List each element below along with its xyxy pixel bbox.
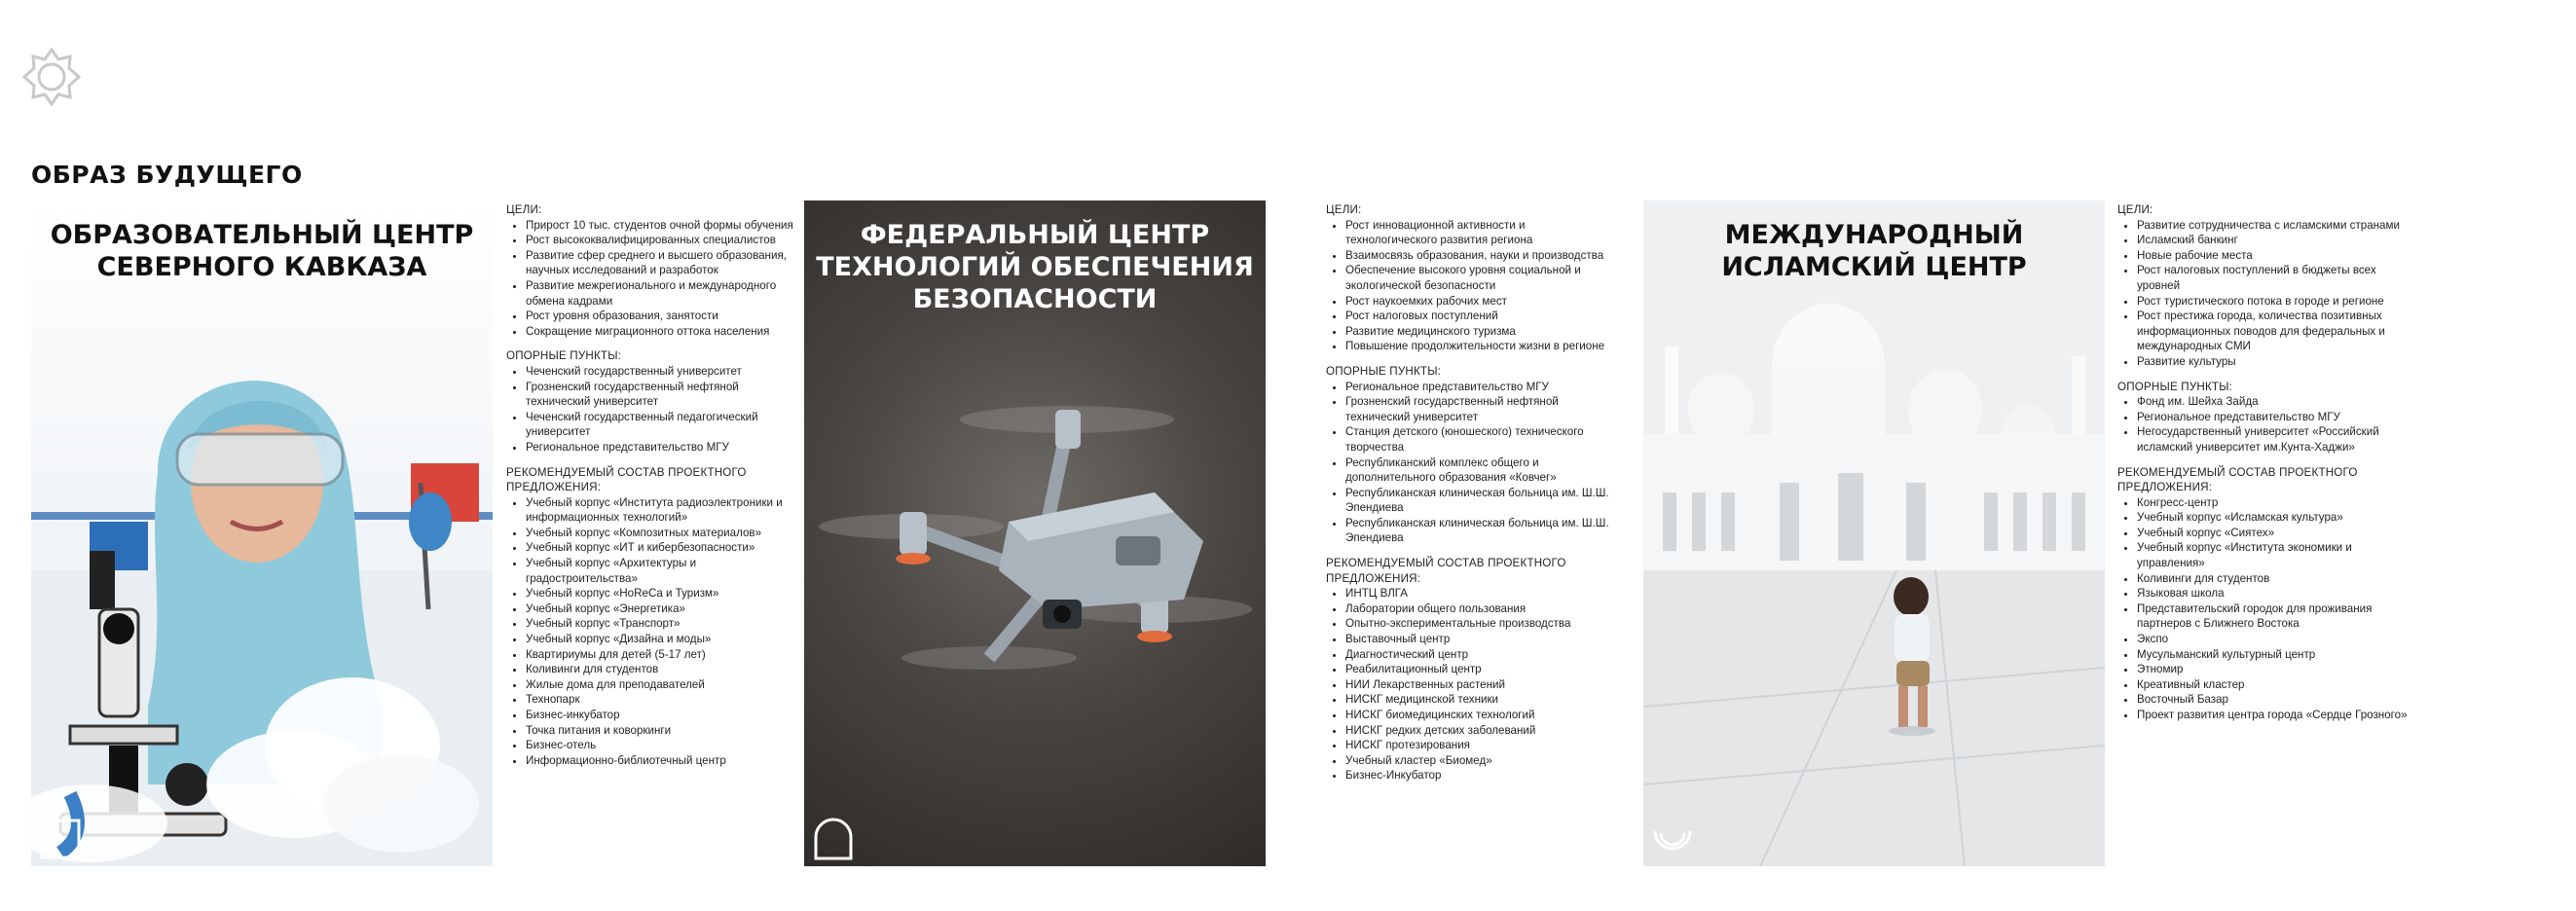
list-item: • Прирост 10 тыс. студентов очной формы обучения: [526, 218, 796, 234]
text-column-security: [1326, 202, 1618, 793]
list-item: • Станция детского (юношеского) технического творчества: [1345, 424, 1618, 455]
list-item: • Учебный корпус «Института радиоэлектроники и информационных технологий»: [526, 495, 796, 526]
list-item: • Обеспечение высокого уровня социальной и экологической безопасности: [1345, 263, 1618, 293]
list-item: • Региональное представительство МГУ: [2137, 410, 2410, 425]
anchors-list: [2117, 394, 2410, 455]
list-item: • Рост уровня образования, занятости: [526, 309, 796, 324]
recommended-list: [506, 495, 796, 769]
anchors-list: [506, 364, 796, 456]
list-item: • Точка питания и коворкинги: [526, 723, 796, 739]
text-column-education: [506, 202, 796, 778]
list-item: • Региональное представительство МГУ: [1345, 380, 1618, 395]
list-item: • Региональное представительство МГУ: [526, 440, 796, 456]
list-item: • Учебный корпус «Исламская культура»: [2137, 510, 2410, 526]
anchors-heading: ОПОРНЫЕ ПУНКТЫ:: [1326, 364, 1442, 378]
goals-heading: ЦЕЛИ:: [1326, 203, 1362, 216]
square-frame-icon: [39, 818, 82, 860]
list-item: • Учебный корпус «Сиятех»: [2137, 526, 2410, 541]
text-column-islamic: [2117, 202, 2410, 733]
list-item: • Бизнес-инкубатор: [526, 708, 796, 723]
list-item: • Коливинги для студентов: [2137, 571, 2410, 587]
list-item: • Рост налоговых поступлений в бюджеты всех уровней: [2137, 263, 2410, 293]
list-item: • НИСКГ медицинской техники: [1345, 692, 1618, 708]
list-item: • Учебный корпус «Композитных материалов»: [526, 526, 796, 541]
card-title: ОБРАЗОВАТЕЛЬНЫЙ ЦЕНТР СЕВЕРНОГО КАВКАЗА: [50, 220, 474, 282]
list-item: • Восточный Базар: [2137, 692, 2410, 708]
list-item: • Экспо: [2137, 632, 2410, 647]
list-item: • ИНТЦ ВЛГА: [1345, 586, 1618, 601]
list-item: • Бизнес-Инкубатор: [1345, 768, 1618, 783]
list-item: • Учебный корпус «Энергетика»: [526, 601, 796, 617]
list-item: • Технопарк: [526, 692, 796, 708]
list-item: • Учебный корпус «Дизайна и моды»: [526, 632, 796, 647]
list-item: • Учебный корпус «Института экономики и управления»: [2137, 540, 2410, 570]
list-item: • Республиканская клиническая больница им. Ш.Ш. Эпендиева: [1345, 516, 1618, 546]
recommended-heading: РЕКОМЕНДУЕМЫЙ СОСТАВ ПРОЕКТНОГО ПРЕДЛОЖЕНИЯ:: [506, 465, 747, 494]
list-item: • Республиканский комплекс общего и дополнительного образования «Ковчег»: [1345, 456, 1618, 486]
list-item: • Исламский банкинг: [2137, 233, 2410, 248]
list-item: • Фонд им. Шейха Зайда: [2137, 394, 2410, 410]
recommended-heading: РЕКОМЕНДУЕМЫЙ СОСТАВ ПРОЕКТНОГО ПРЕДЛОЖЕНИЯ:: [1326, 557, 1566, 585]
list-item: • Рост налоговых поступлений: [1345, 309, 1618, 324]
mosque-photo: [1643, 200, 2105, 866]
list-item: • Опытно-экспериментальные производства: [1345, 616, 1618, 632]
page-title: ОБРАЗ БУДУЩЕГО: [31, 161, 303, 189]
list-item: • НИСКГ биомедицинских технологий: [1345, 708, 1618, 723]
anchors-list: [1326, 380, 1618, 547]
goals-list: [2117, 218, 2410, 370]
crescent-icon: [1651, 818, 1694, 860]
card-education-center: [31, 200, 493, 866]
anchors-heading: ОПОРНЫЕ ПУНКТЫ:: [2117, 380, 2233, 393]
recommended-heading: РЕКОМЕНДУЕМЫЙ СОСТАВ ПРОЕКТНОГО ПРЕДЛОЖЕНИЯ:: [2117, 465, 2358, 494]
list-item: • Негосударственный университет «Российский исламский университет им.Кунта-Хаджи»: [2137, 424, 2410, 455]
goals-list: [1326, 218, 1618, 354]
list-item: • Новые рабочие места: [2137, 248, 2410, 264]
card-islamic-center: [1643, 200, 2105, 866]
goals-list: [506, 218, 796, 340]
list-item: • Грозненский государственный нефтяной технический университет: [526, 380, 796, 410]
list-item: • Развитие сфер среднего и высшего образования, научных исследований и разработок: [526, 248, 796, 278]
scientist-photo: [31, 200, 493, 866]
list-item: • Бизнес-отель: [526, 738, 796, 753]
list-item: • Рост высококвалифицированных специалистов: [526, 233, 796, 248]
list-item: • Рост инновационной активности и технологического развития региона: [1345, 218, 1618, 248]
list-item: • Жилые дома для преподавателей: [526, 677, 796, 693]
list-item: • Учебный корпус «ИТ и кибербезопасности»: [526, 540, 796, 556]
list-item: • Развитие сотрудничества с исламскими странами: [2137, 218, 2410, 234]
recommended-list: [2117, 495, 2410, 723]
list-item: • Грозненский государственный нефтяной технический университет: [1345, 394, 1618, 424]
list-item: • Коливинги для студентов: [526, 662, 796, 677]
list-item: • Сокращение миграционного оттока населения: [526, 324, 796, 340]
list-item: • Рост наукоемких рабочих мест: [1345, 294, 1618, 310]
list-item: • Учебный корпус «Архитектуры и градостроительства»: [526, 556, 796, 586]
list-item: • Учебный корпус «HoReCa и Туризм»: [526, 586, 796, 601]
list-item: • Диагностический центр: [1345, 647, 1618, 663]
list-item: • Рост туристического потока в городе и регионе: [2137, 294, 2410, 310]
list-item: • Учебный корпус «Транспорт»: [526, 616, 796, 632]
list-item: • Проект развития центра города «Сердце Грозного»: [2137, 708, 2410, 723]
sun-logo-icon: [21, 47, 82, 107]
list-item: • Развитие медицинского туризма: [1345, 324, 1618, 340]
list-item: • Представительский городок для проживания партнеров с Ближнего Востока: [2137, 601, 2410, 632]
goals-heading: ЦЕЛИ:: [2117, 203, 2153, 216]
list-item: • Учебный кластер «Биомед»: [1345, 753, 1618, 769]
list-item: • Взаимосвязь образования, науки и производства: [1345, 248, 1618, 264]
list-item: • Республиканская клиническая больница им. Ш.Ш. Эпендиева: [1345, 486, 1618, 516]
list-item: • Информационно-библиотечный центр: [526, 753, 796, 769]
list-item: • НИСКГ протезирования: [1345, 738, 1618, 753]
list-item: • Этномир: [2137, 662, 2410, 677]
goals-heading: ЦЕЛИ:: [506, 203, 542, 216]
card-title: ФЕДЕРАЛЬНЫЙ ЦЕНТР ТЕХНОЛОГИЙ ОБЕСПЕЧЕНИЯ БЕЗОПАСНОСТИ: [816, 220, 1254, 314]
list-item: • Развитие межрегионального и международного обмена кадрами: [526, 278, 796, 309]
list-item: • Языковая школа: [2137, 586, 2410, 601]
list-item: • Лаборатории общего пользования: [1345, 601, 1618, 617]
list-item: • Развитие культуры: [2137, 354, 2410, 370]
card-security-center: [804, 200, 1266, 866]
arch-icon: [812, 818, 855, 860]
list-item: • НИИ Лекарственных растений: [1345, 677, 1618, 693]
list-item: • Квартириумы для детей (5-17 лет): [526, 647, 796, 663]
anchors-heading: ОПОРНЫЕ ПУНКТЫ:: [506, 349, 622, 363]
list-item: • Чеченский государственный педагогический университет: [526, 410, 796, 440]
list-item: • Чеченский государственный университет: [526, 364, 796, 380]
list-item: • Повышение продолжительности жизни в регионе: [1345, 339, 1618, 354]
list-item: • Выставочный центр: [1345, 632, 1618, 647]
list-item: • Креативный кластер: [2137, 677, 2410, 693]
recommended-list: [1326, 586, 1618, 783]
list-item: • Конгресс-центр: [2137, 495, 2410, 511]
card-title: МЕЖДУНАРОДНЫЙ ИСЛАМСКИЙ ЦЕНТР: [1721, 220, 2027, 282]
list-item: • Рост престижа города, количества позитивных информационных поводов для федеральных и международных СМИ: [2137, 309, 2410, 354]
list-item: • Мусульманский культурный центр: [2137, 647, 2410, 663]
list-item: • Реабилитационный центр: [1345, 662, 1618, 677]
list-item: • НИСКГ редких детских заболеваний: [1345, 723, 1618, 739]
